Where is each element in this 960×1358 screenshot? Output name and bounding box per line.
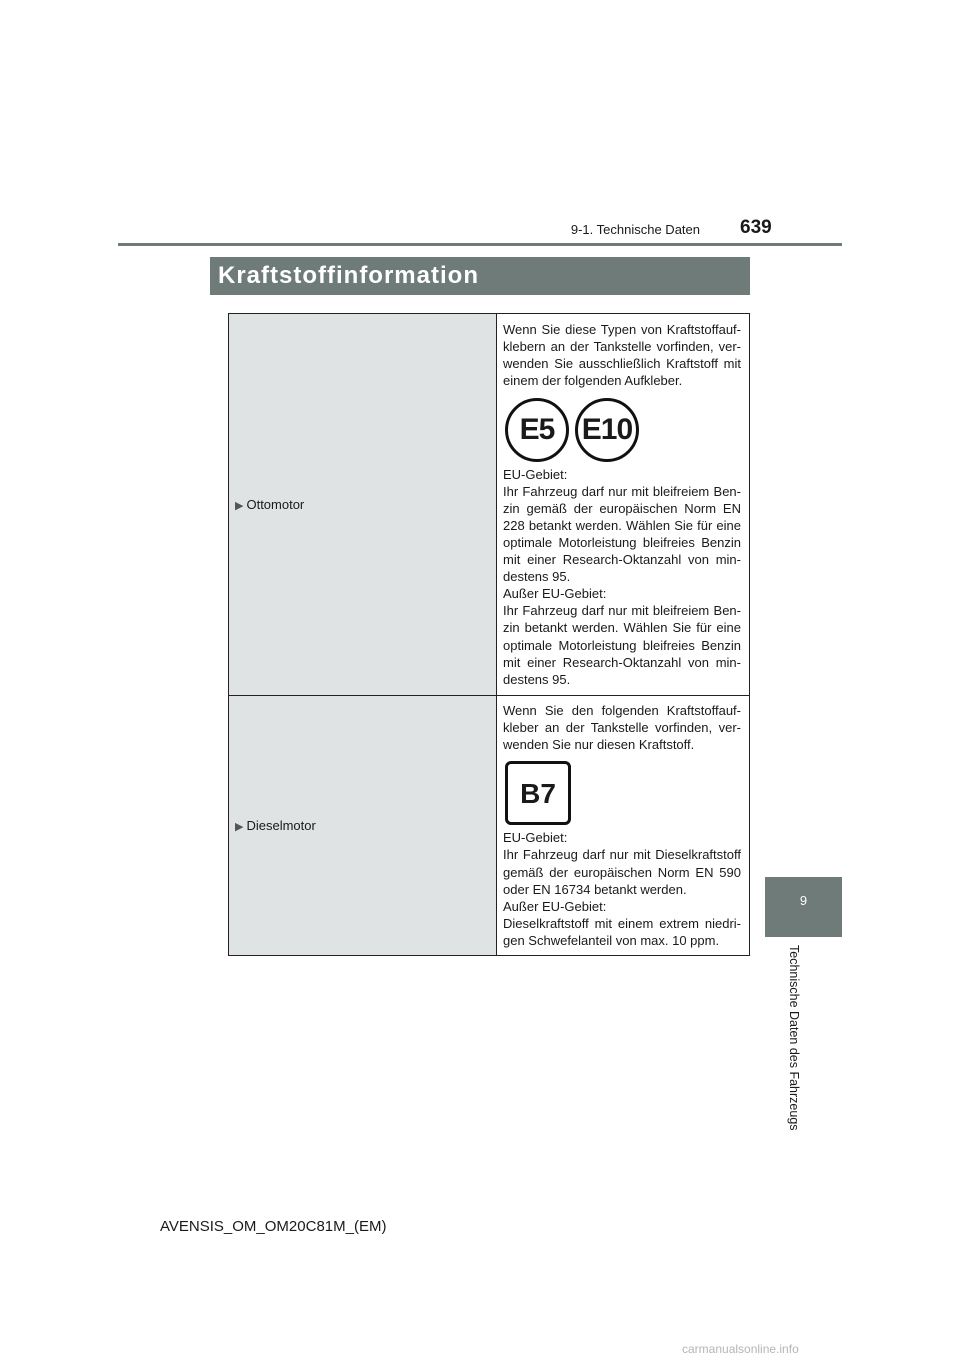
non-eu-heading: Außer EU-Gebiet: xyxy=(503,586,607,602)
intro-text: Wenn Sie den folgenden Kraftstoffauf-kleber an der Tankstelle vorfinden, ver-wenden Sie nur diesen Kraftstoff. xyxy=(503,703,741,753)
fuel-label-group xyxy=(505,398,741,462)
row-label: Dieselmotor xyxy=(246,818,316,833)
eu-text: Ihr Fahrzeug darf nur mit bleifreiem Ben-zin gemäß der europäischen Norm EN 228 betankt werden. Wählen Sie für eine optimale Motorleistung bleifreies Benzin mit einer Research-Oktanzahl von min-destens 95. xyxy=(503,483,741,585)
header-divider xyxy=(118,243,842,246)
section-title: 9-1. Technische Daten xyxy=(570,222,700,237)
row-content-cell xyxy=(497,314,750,696)
row-content-cell xyxy=(497,696,750,956)
fuel-label-e10: E10 xyxy=(575,398,639,462)
triangle-bullet-icon: ▶ xyxy=(235,821,244,833)
eu-text: Ihr Fahrzeug darf nur mit Dieselkraftstoff gemäß der europäischen Norm EN 590 oder EN 16734 betankt werden. xyxy=(503,847,741,897)
page-number: 639 xyxy=(740,217,772,238)
row-label: Ottomotor xyxy=(246,497,305,512)
table-row-diesel xyxy=(229,696,750,956)
intro-text: Wenn Sie diese Typen von Kraftstoffauf-klebern an der Tankstelle vorfinden, ver-wenden Sie ausschließlich Kraftstoff mit einem der folgenden Aufkleber. xyxy=(503,322,741,389)
non-eu-heading: Außer EU-Gebiet: xyxy=(503,898,607,914)
non-eu-text: Ihr Fahrzeug darf nur mit bleifreiem Ben-zin betankt werden. Wählen Sie für eine optimale Motorleistung bleifreies Benzin mit einer Research-Oktanzahl von min-destens 95. xyxy=(503,603,741,687)
document-code: AVENSIS_OM_OM20C81M_(EM) xyxy=(160,1218,387,1235)
fuel-label-b7: B7 xyxy=(505,761,571,825)
row-label-cell xyxy=(229,696,497,956)
eu-heading: EU-Gebiet: xyxy=(503,830,568,846)
table-row-petrol xyxy=(229,314,750,696)
watermark: carmanualsonline.info xyxy=(682,1342,799,1356)
row-label-cell xyxy=(229,314,497,696)
triangle-bullet-icon: ▶ xyxy=(235,500,244,512)
fuel-label-e5: E5 xyxy=(505,398,569,462)
page-title: Kraftstoffinformation xyxy=(210,257,750,295)
eu-heading: EU-Gebiet: xyxy=(503,466,568,482)
non-eu-text: Dieselkraftstoff mit einem extrem niedri-gen Schwefelanteil von max. 10 ppm. xyxy=(503,915,741,948)
chapter-title: Technische Daten des Fahrzeugs xyxy=(787,945,801,1131)
chapter-tab: 9 xyxy=(765,877,842,937)
fuel-info-table xyxy=(228,313,750,956)
